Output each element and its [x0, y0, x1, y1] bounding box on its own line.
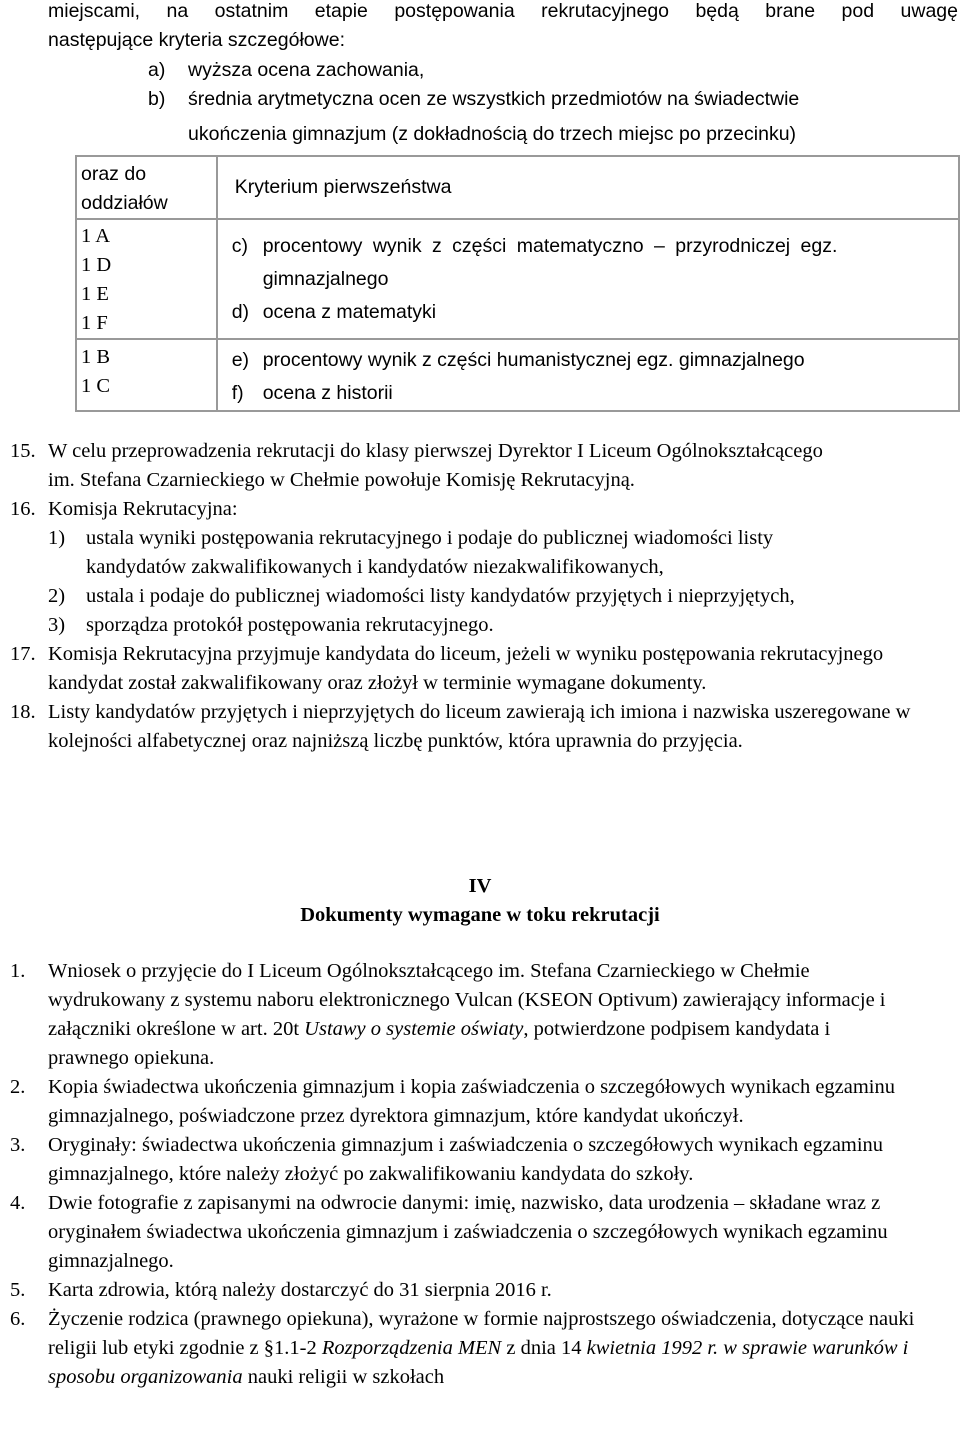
- point-number: 18.: [10, 701, 36, 723]
- point-number: 16.: [10, 498, 36, 520]
- intro-line-2: następujące kryteria szczegółowe:: [48, 29, 345, 51]
- sub-text: ustala wyniki postępowania rekrutacyjnego i podaje do publicznej wiadomości listy: [86, 527, 774, 549]
- item-text: Dwie fotografie z zapisanymi na odwrocie danymi: imię, nazwisko, data urodzenia – składane wraz z oryginałem świadectwa ukończenia gimnazjum i zaświadczenia o szczegółowych wynikach egzaminu gimnazjalnego.: [48, 1192, 888, 1272]
- document-2: [10, 1073, 898, 1131]
- item-text: Wniosek o przyjęcie do I Liceum Ogólnokształcącego im. Stefana Czarnieckiego w Chełmie wydrukowany z systemu naboru elektronicznego Vulcan (KSEON Optivum) zawierający informacje i załączniki określone w art. 20t: [48, 960, 886, 1040]
- item-text-mid: z dnia 14: [501, 1337, 587, 1359]
- intro-paragraph: [48, 0, 958, 55]
- point-number: 17.: [10, 643, 36, 665]
- table-header-criterion: [217, 156, 959, 219]
- criterion-b: [148, 85, 799, 114]
- table-row: [76, 219, 959, 339]
- point-18: [10, 698, 948, 756]
- item-text: Oryginały: świadectwa ukończenia gimnazjum i zaświadczenia o szczegółowych wynikach egzaminu gimnazjalnego, które należy złożyć po zakwalifikowaniu kandydata do szkoły.: [48, 1134, 884, 1185]
- point-text: Komisja Rekrutacyjna przyjmuje kandydata do liceum, jeżeli w wyniku postępowania rekrutacyjnego kandydat został zakwalifikowany oraz złożył w terminie wymagane dokumenty.: [48, 643, 884, 694]
- item-number: 4.: [10, 1192, 26, 1214]
- criterion-b-continuation: ukończenia gimnazjum (z dokładnością do trzech miejsc po przecinku): [188, 123, 797, 145]
- item-italic: Ustawy o systemie oświaty: [304, 1018, 524, 1040]
- procedure-points: [10, 437, 945, 756]
- item-text: Życzenie rodzica (prawnego opiekuna), wyrażone w formie najprostszego oświadczenia, dotyczące nauki religii lub etyki zgodnie z §1.1-2: [48, 1308, 915, 1359]
- criterion-label: e): [231, 349, 250, 371]
- criterion-text: ocena z matematyki: [262, 301, 437, 323]
- section-number: IV: [468, 875, 492, 897]
- class-label: 1 B: [81, 346, 111, 368]
- criterion-text: średnia arytmetyczna ocen ze wszystkich przedmiotów na świadectwie: [188, 88, 800, 110]
- item-italic-2: kwietnia 1992 r. w sprawie warunków i sposobu organizowania: [48, 1337, 909, 1388]
- table-row-classes: [76, 219, 217, 339]
- section-title: Dokumenty wymagane w toku rekrutacji: [300, 904, 660, 926]
- item-text-after: , potwierdzone podpisem kandydata i prawnego opiekuna.: [48, 1018, 831, 1069]
- point-15: [10, 437, 838, 495]
- class-label: 1 F: [81, 312, 108, 334]
- class-label: 1 A: [81, 225, 111, 247]
- sub-item-1: [10, 524, 945, 582]
- criterion-row: [232, 344, 958, 377]
- item-number: 1.: [10, 960, 26, 982]
- item-text-after: nauki religii w szkołach: [242, 1366, 445, 1388]
- sub-number: 1): [48, 527, 66, 549]
- criterion-row: [232, 230, 958, 263]
- criterion-label: c): [231, 235, 248, 257]
- sub-number: 2): [48, 585, 66, 607]
- class-label: 1 D: [81, 254, 112, 276]
- header-line: oraz do: [81, 163, 147, 185]
- priority-table: [75, 155, 960, 412]
- item-number: 6.: [10, 1308, 26, 1330]
- sub-text-cont: kandydatów zakwalifikowanych i kandydatów niezakwalifikowanych,: [86, 556, 664, 578]
- point-number: 15.: [10, 440, 36, 462]
- item-text: Kopia świadectwa ukończenia gimnazjum i kopia zaświadczenia o szczegółowych wynikach egzaminu gimnazjalnego, poświadczone przez dyrektora gimnazjum, które kandydat ukończył.: [48, 1076, 896, 1127]
- item-number: 3.: [10, 1134, 26, 1156]
- criterion-label: a): [148, 59, 166, 81]
- criterion-text: wyższa ocena zachowania,: [188, 59, 425, 81]
- class-label: 1 E: [81, 283, 109, 305]
- table-row: [76, 339, 959, 411]
- point-17: [10, 640, 903, 698]
- sub-item-3: [10, 611, 945, 640]
- documents-list: [10, 957, 945, 1392]
- intro-line-1: miejscami, na ostatnim etapie postępowania rekrutacyjnego będą brane pod uwagę: [48, 0, 958, 22]
- table-row-criteria: [217, 219, 959, 339]
- point-16: [10, 495, 945, 524]
- criterion-label: b): [148, 88, 166, 110]
- criterion-text: procentowy wynik z części matematyczno – przyrodniczej egz.: [262, 235, 838, 257]
- point-text: Komisja Rekrutacyjna:: [48, 498, 238, 520]
- header-line: oddziałów: [81, 192, 168, 214]
- sub-item-2: [10, 582, 945, 611]
- criterion-row: [232, 296, 958, 329]
- header-criterion-text: Kryterium pierwszeństwa: [234, 176, 452, 198]
- table-header-classes: [76, 156, 217, 219]
- item-italic: Rozporządzenia MEN: [321, 1337, 502, 1359]
- table-row-criteria: [217, 339, 959, 411]
- criterion-label: f): [231, 382, 244, 404]
- document-6: [10, 1305, 928, 1392]
- item-text: Karta zdrowia, którą należy dostarczyć do 31 sierpnia 2016 r.: [48, 1279, 552, 1301]
- sub-text: sporządza protokół postępowania rekrutacyjnego.: [86, 614, 494, 636]
- point-16-sublist: [10, 524, 945, 640]
- table-row-classes: [76, 339, 217, 411]
- criterion-continuation: gimnazjalnego: [262, 268, 389, 290]
- item-number: 2.: [10, 1076, 26, 1098]
- sub-text: ustala i podaje do publicznej wiadomości listy kandydatów przyjętych i nieprzyjętych,: [86, 585, 795, 607]
- point-text: Listy kandydatów przyjętych i nieprzyjętych do liceum zawierają ich imiona i nazwiska uszeregowane w kolejności alfabetycznej oraz najniższą liczbę punktów, która uprawnia do przyjęcia.: [48, 701, 911, 752]
- criterion-a: [148, 56, 424, 85]
- document-5: [10, 1276, 945, 1305]
- document-1: [10, 957, 908, 1073]
- criterion-text: procentowy wynik z części humanistycznej egz. gimnazjalnego: [262, 349, 805, 371]
- sub-number: 3): [48, 614, 66, 636]
- criterion-label: d): [231, 301, 250, 323]
- criterion-row: [232, 377, 958, 410]
- class-label: 1 C: [81, 375, 111, 397]
- document-3: [10, 1131, 943, 1189]
- table-header-row: [76, 156, 959, 219]
- item-number: 5.: [10, 1279, 26, 1301]
- point-text: W celu przeprowadzenia rekrutacji do klasy pierwszej Dyrektor I Liceum Ogólnokształcącego im. Stefana Czarnieckiego w Chełmie powołuje Komisję Rekrutacyjną.: [48, 440, 823, 491]
- criterion-text: ocena z historii: [262, 382, 393, 404]
- document-4: [10, 1189, 913, 1276]
